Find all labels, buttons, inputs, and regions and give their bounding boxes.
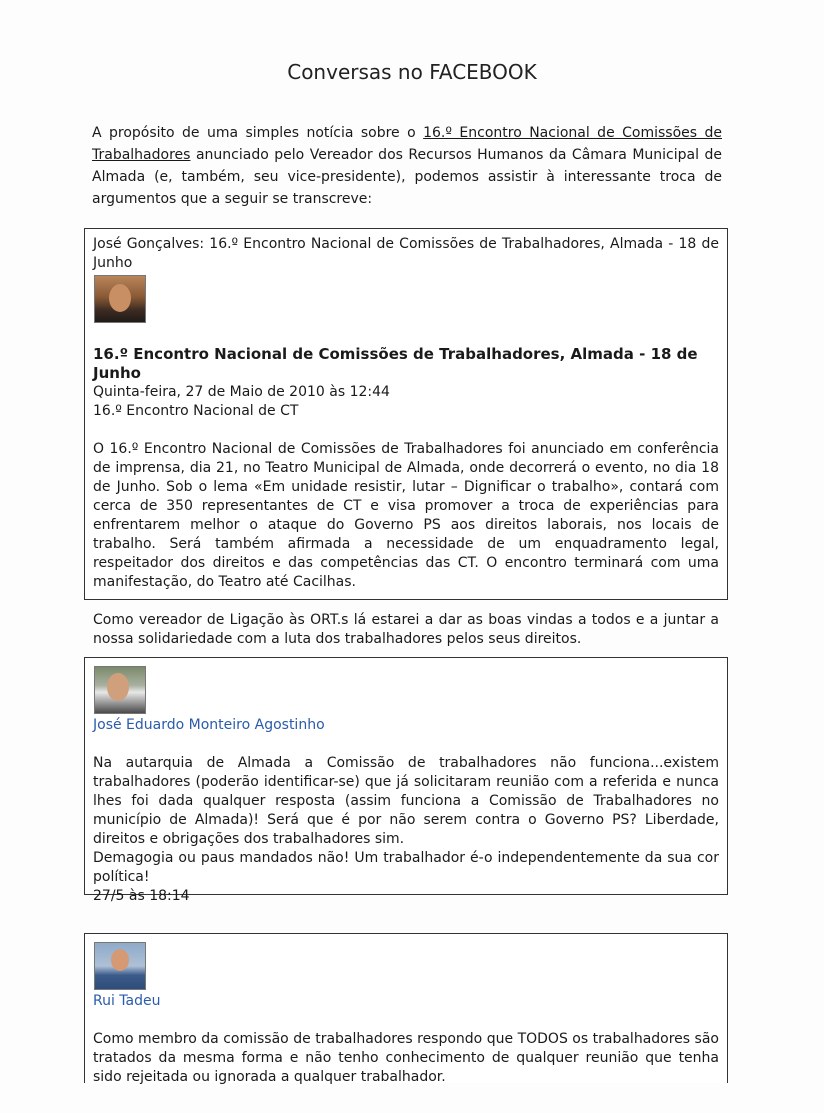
comment-text-2: Demagogia ou paus mandados não! Um trabalhador é-o independentemente da sua cor política! — [93, 850, 719, 885]
intro-text-after: anunciado pelo Vereador dos Recursos Humanos da Câmara Municipal de Almada (e, também, seu vice-presidente), podemos assistir à interessante troca de argumentos que a seguir se transcreve: — [92, 147, 722, 207]
author-avatar[interactable] — [94, 275, 146, 323]
post-paragraph-1: O 16.º Encontro Nacional de Comissões de Trabalhadores foi anunciado em conferência de imprensa, dia 21, no Teatro Municipal de Almada, onde decorrerá o evento, no dia 18 de Junho. Sob o lema «Em unidade resistir, lutar – Dignificar o trabalho», contará com cerca de 350 representantes de CT e visa promover a troca de experiências para enfrentarem melhor o ataque do Governo PS aos direitos laborais, nos locais de trabalho. Será também afirmada a necessidade de um enquadramento legal, respeitador dos direitos e das competências das CT. O encontro terminará com uma manifestação, do Teatro até Cacilhas. — [93, 441, 719, 590]
post-date: Quinta-feira, 27 de Maio de 2010 às 12:44 — [93, 384, 390, 400]
comment-timestamp: 27/5 às 18:14 — [93, 888, 190, 904]
intro-text-before: A propósito de uma simples notícia sobre o — [92, 125, 424, 141]
facebook-post — [84, 228, 728, 647]
post-subtitle: 16.º Encontro Nacional de CT — [93, 403, 299, 419]
intro-paragraph — [92, 122, 722, 210]
commenter-avatar[interactable] — [94, 942, 146, 990]
comment — [84, 657, 728, 904]
comment-text: Na autarquia de Almada a Comissão de trabalhadores não funciona...existem trabalhadores (poderão identificar-se) que já solicitaram reunião com a referida e nunca lhes foi dada qualquer resposta (assim funciona a Comissão de Trabalhadores no município de Almada)! Será que é por não serem contra o Governo PS? Liberdade, direitos e obrigações dos trabalhadores sim. — [93, 755, 719, 847]
commenter-avatar[interactable] — [94, 666, 146, 714]
intro-link[interactable]: 16.º Encontro Nacional de Comissões de Trabalhadores — [92, 125, 722, 163]
comment-text: Como membro da comissão de trabalhadores respondo que TODOS os trabalhadores são tratados da mesma forma e não tenho conhecimento de qualquer reunião que tenha sido rejeitada ou ignorada a qualquer trabalhador. — [93, 1031, 719, 1085]
page-title: Conversas no FACEBOOK — [287, 60, 537, 84]
commenter-name[interactable]: José Eduardo Monteiro Agostinho — [93, 717, 325, 733]
post-title: 16.º Encontro Nacional de Comissões de Trabalhadores, Almada - 18 de Junho — [93, 345, 698, 382]
comment — [84, 933, 728, 1083]
post-paragraph-2: Como vereador de Ligação às ORT.s lá estarei a dar as boas vindas a todos e a juntar a nossa solidariedade com a luta dos trabalhadores pelos seus direitos. — [93, 612, 719, 647]
post-header: José Gonçalves: 16.º Encontro Nacional de Comissões de Trabalhadores, Almada - 18 de Junho — [93, 236, 719, 271]
commenter-name[interactable]: Rui Tadeu — [93, 993, 161, 1009]
